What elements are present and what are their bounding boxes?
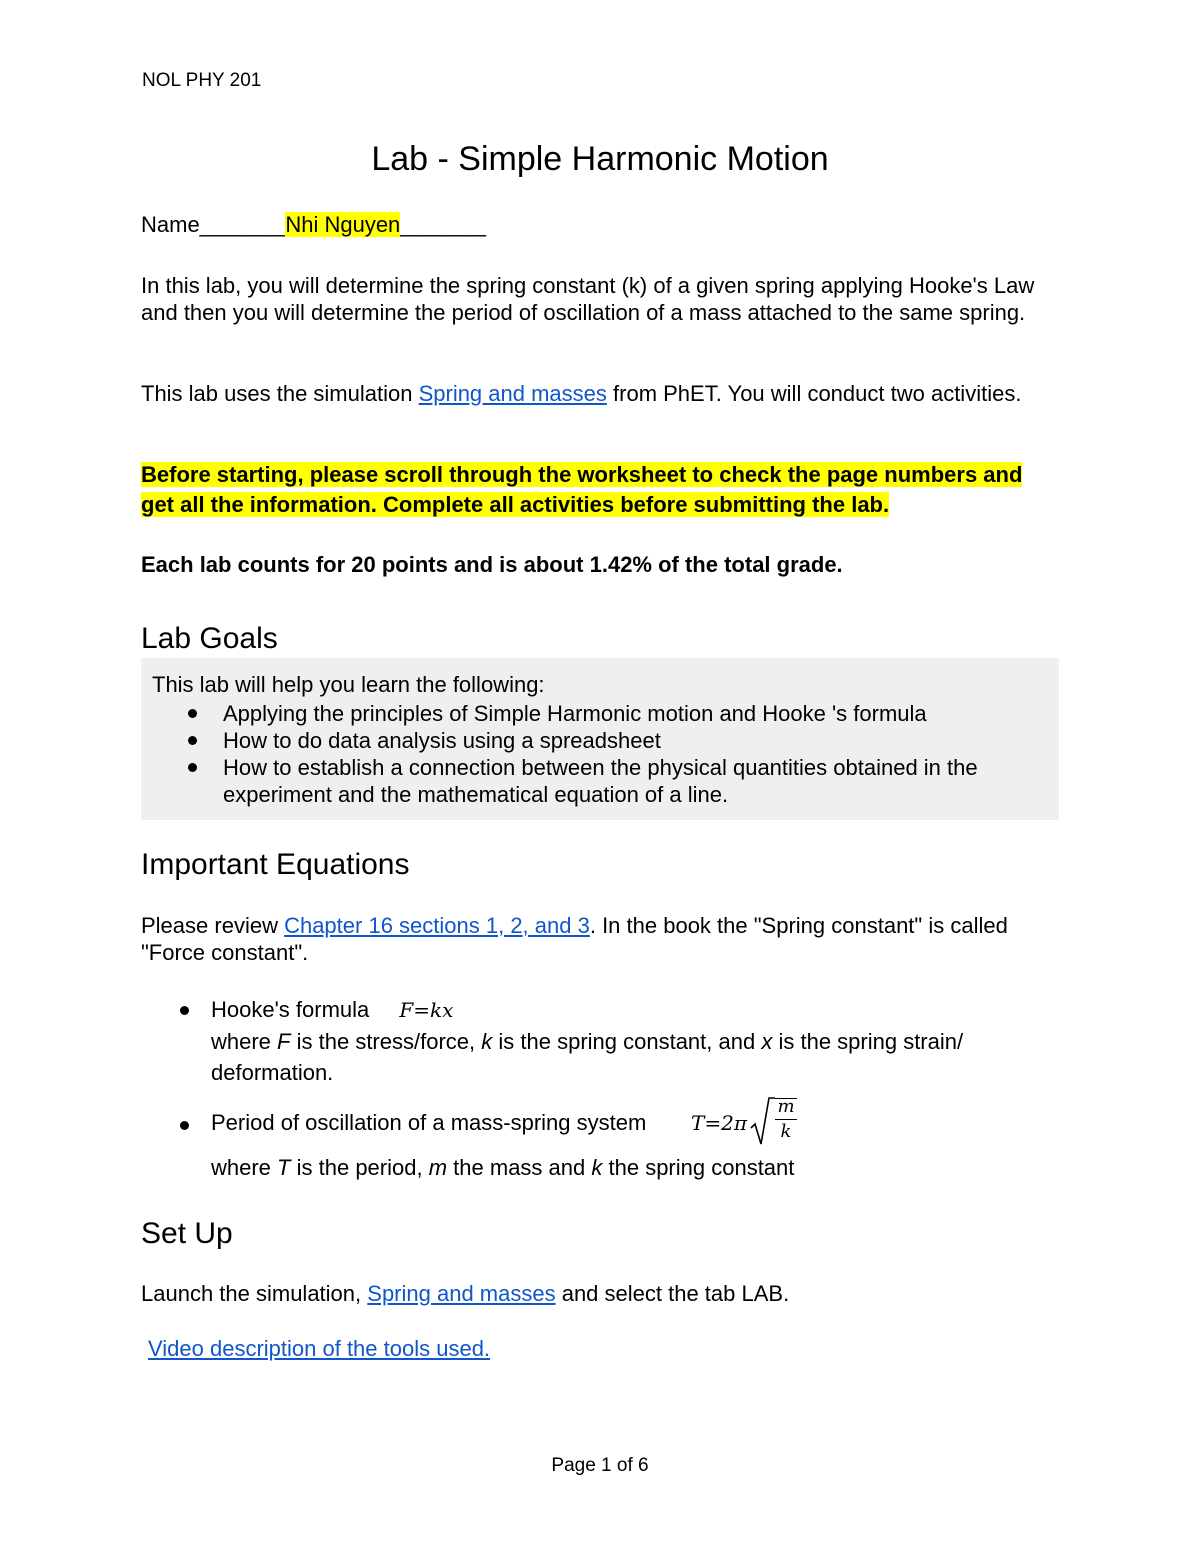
hooke-formula-text: [211, 994, 1061, 1088]
fraction-denominator: k: [780, 1121, 792, 1142]
var-m: m: [428, 1155, 448, 1180]
review-text-before: Please review: [141, 913, 285, 938]
bullet-icon: [188, 763, 197, 772]
simulation-paragraph: [141, 380, 1061, 407]
video-description-link[interactable]: Video description of the tools used.: [148, 1336, 491, 1361]
name-trail: _______: [400, 212, 486, 237]
simulation-text-before: This lab uses the simulation: [141, 381, 419, 406]
var-t: T: [277, 1155, 291, 1180]
where-text: where: [211, 1155, 271, 1180]
spring-and-masses-link[interactable]: Spring and masses: [418, 381, 607, 406]
fraction-bar: [775, 1119, 797, 1120]
goal-item: [152, 754, 1049, 808]
bullet-icon: [188, 736, 197, 745]
simulation-text-after: from PhET. You will conduct two activities.: [606, 381, 1022, 406]
period-formula-text: [211, 1094, 1061, 1183]
hooke-label: Hooke's formula: [211, 997, 370, 1022]
bullet-icon: [180, 1121, 189, 1130]
page-title: Lab - Simple Harmonic Motion: [371, 140, 829, 178]
video-paragraph: [148, 1335, 1068, 1362]
period-desc-2: the mass and: [453, 1155, 586, 1180]
bullet-icon: [180, 1006, 189, 1015]
notice-text: Before starting, please scroll through the worksheet to check the page numbers and get all the information. Complete all activities before submitting the lab.: [141, 462, 1023, 517]
lab-goals-heading: Lab Goals: [141, 622, 278, 655]
sqrt-sign-icon: [749, 1094, 775, 1148]
hooke-desc-2: is the spring constant, and: [498, 1029, 756, 1054]
var-k: k: [591, 1155, 603, 1180]
hooke-formula-item: [141, 994, 1061, 1094]
name-field: [141, 212, 486, 238]
var-k: k: [481, 1029, 493, 1054]
period-formula-item: [141, 1094, 1061, 1194]
page-number: Page 1 of 6: [551, 1455, 649, 1476]
important-equations-heading: Important Equations: [141, 848, 410, 881]
period-line: [211, 1094, 1061, 1146]
period-equation: [691, 1094, 831, 1148]
var-x: x: [761, 1029, 773, 1054]
hooke-equation: F=kx: [399, 998, 454, 1022]
fraction-numerator: m: [777, 1096, 795, 1117]
goal-text: How to establish a connection between the physical quantities obtained in the experiment and the mathematical equation of a line.: [223, 755, 978, 807]
goal-text: Applying the principles of Simple Harmonic motion and Hooke 's formula: [223, 701, 927, 726]
period-desc-1: is the period,: [296, 1155, 423, 1180]
goals-list: [152, 700, 1049, 808]
launch-paragraph: [141, 1280, 1061, 1307]
hooke-desc-1: is the stress/force,: [296, 1029, 476, 1054]
set-up-heading: Set Up: [141, 1217, 233, 1250]
intro-paragraph: In this lab, you will determine the spring constant (k) of a given spring applying Hooke's Law and then you will determine the period of oscillation of a mass attached to the same spring.: [141, 273, 1035, 325]
hooke-desc-3: is the spring strain/ deformation.: [211, 1029, 964, 1085]
goal-item: [152, 727, 1049, 754]
student-name: Nhi Nguyen: [285, 212, 401, 237]
name-label: Name_______: [141, 212, 286, 237]
period-lhs: T=2π: [691, 1111, 747, 1135]
spring-and-masses-link[interactable]: Spring and masses: [367, 1281, 556, 1306]
period-label: Period of oscillation of a mass-spring system: [211, 1110, 647, 1135]
chapter-16-link[interactable]: Chapter 16 sections 1, 2, and 3: [284, 913, 590, 938]
bullet-icon: [188, 709, 197, 718]
review-paragraph: [141, 912, 1061, 966]
notice-paragraph: [141, 460, 1061, 520]
launch-text-after: and select the tab LAB.: [555, 1281, 790, 1306]
points-paragraph: Each lab counts for 20 points and is about 1.42% of the total grade.: [141, 552, 843, 577]
var-f: F: [277, 1029, 291, 1054]
goals-intro: This lab will help you learn the following:: [152, 672, 545, 697]
launch-text-before: Launch the simulation,: [141, 1281, 368, 1306]
period-desc: [211, 1152, 1061, 1183]
period-desc-3: the spring constant: [608, 1155, 795, 1180]
course-header: NOL PHY 201: [142, 70, 262, 91]
lab-goals-box: [141, 658, 1059, 820]
where-text: where: [211, 1029, 271, 1054]
goal-text: How to do data analysis using a spreadsheet: [223, 728, 661, 753]
review-text-after: . In the book the "Spring constant" is called "Force constant".: [141, 913, 1008, 965]
goal-item: [152, 700, 1049, 727]
